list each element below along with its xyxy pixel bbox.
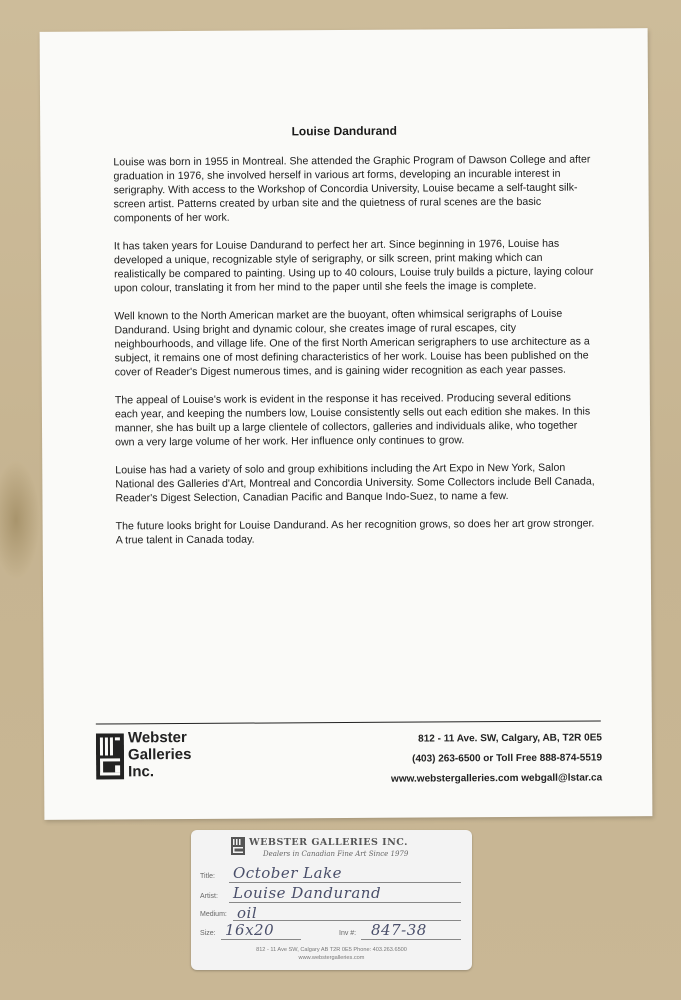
label-heading: WEBSTER GALLERIES INC. [249,837,408,848]
phone-line: (403) 263-6500 or Toll Free 888-874-5519 [412,752,603,765]
inv-field-label: Inv #: [339,930,357,937]
label-subheading: Dealers in Canadian Fine Art Since 1979 [263,850,409,858]
company-name-line-3: Inc. [128,763,155,781]
bio-paragraph-1: Louise was born in 1955 in Montreal. She attended the Graphic Program of Dawson College and after graduation in 1976, she involved herself in various art forms, developing an incurable interest in serigraphy. With access to the Workshop of Concordia University, Louise became a self-taught silk-screen artist. Patterns created by urban site and the quietness of rural scenes are the basic components of her work. [113,153,591,225]
title-field-value: October Lake [233,864,343,882]
gallery-logo-icon [96,733,124,779]
inv-field-value: 847-38 [371,921,427,939]
title-field-line [229,882,461,883]
bio-paragraph-3: Well known to the North American market are the buoyant, often whimsical serigraphs of Louise Dandurand. Using bright and dynamic colour, she creates image of rural escapes, city neighbourhoods, and village life. One of the first North American serigraphers to use architecture as a subject, it remains one of most defining characteristics of her work. Louise has been published on the cover of Reader's Digest numerous times, and is gaining wider recognition as each year passes. [114,307,590,379]
bio-paragraph-6: The future looks bright for Louise Dandurand. As her recognition grows, so does her art grow stronger. A true talent in Canada today. [115,517,595,547]
contact-block [391,728,603,789]
web-email-line: www.webstergalleries.com webgall@lstar.ca [390,772,603,785]
artist-field-line [229,902,461,903]
page-title: Louise Dandurand [291,123,397,139]
size-field-line [221,939,301,940]
label-website: www.webstergalleries.com [298,955,365,961]
inv-field-line [361,939,461,940]
medium-field-value: oil [237,904,258,922]
bio-paragraph-5: Louise has had a variety of solo and group exhibitions including the Art Expo in New York, Salon National des Galleries d'Art, Montreal and Concordia University. Some Collectors include Bell Canada, Reader's Digest Selection, Canadian Pacific and Banque Indo-Suez, to name a few. [115,461,595,505]
bio-sheet [40,28,653,820]
footer-divider [96,720,601,724]
medium-field-label: Medium: [200,911,227,918]
size-field-label: Size: [200,930,216,937]
size-field-value: 16x20 [225,921,275,939]
title-field-label: Title: [200,873,215,880]
board-stain [0,460,40,580]
bio-body [113,152,595,561]
bio-paragraph-4: The appeal of Louise's work is evident in the response it has received. Producing several editions each year, and keeping the numbers low, Louise consistently sells out each edition she makes. In this manner, she has built up a large clientele of collectors, galleries and individuals alike, who together own a very large volume of her work. Her influence only continues to grow. [114,391,591,449]
company-name-line-1: Webster [127,728,187,747]
company-name [128,729,192,780]
artist-field-value: Louise Dandurand [233,884,382,902]
address-line: 812 - 11 Ave. SW, Calgary, AB, T2R 0E5 [418,732,602,745]
gallery-label [191,830,472,970]
bio-paragraph-2: It has taken years for Louise Dandurand to perfect her art. Since beginning in 1976, Louise has developed a unique, recognizable style of serigraphy, or silk screen, print making which can realistically be compared to painting. Using up to 40 colours, Louise truly builds a picture, laying colour upon colour, translating it from her mind to the paper until she feels the image is complete. [113,237,594,295]
company-name-line-2: Galleries [127,745,192,764]
label-address: 812 - 11 Ave SW, Calgary AB T2R 0E5 Phone: 403.263.6500 [256,947,407,953]
label-logo-icon [231,837,245,855]
artist-field-label: Artist: [200,893,218,900]
